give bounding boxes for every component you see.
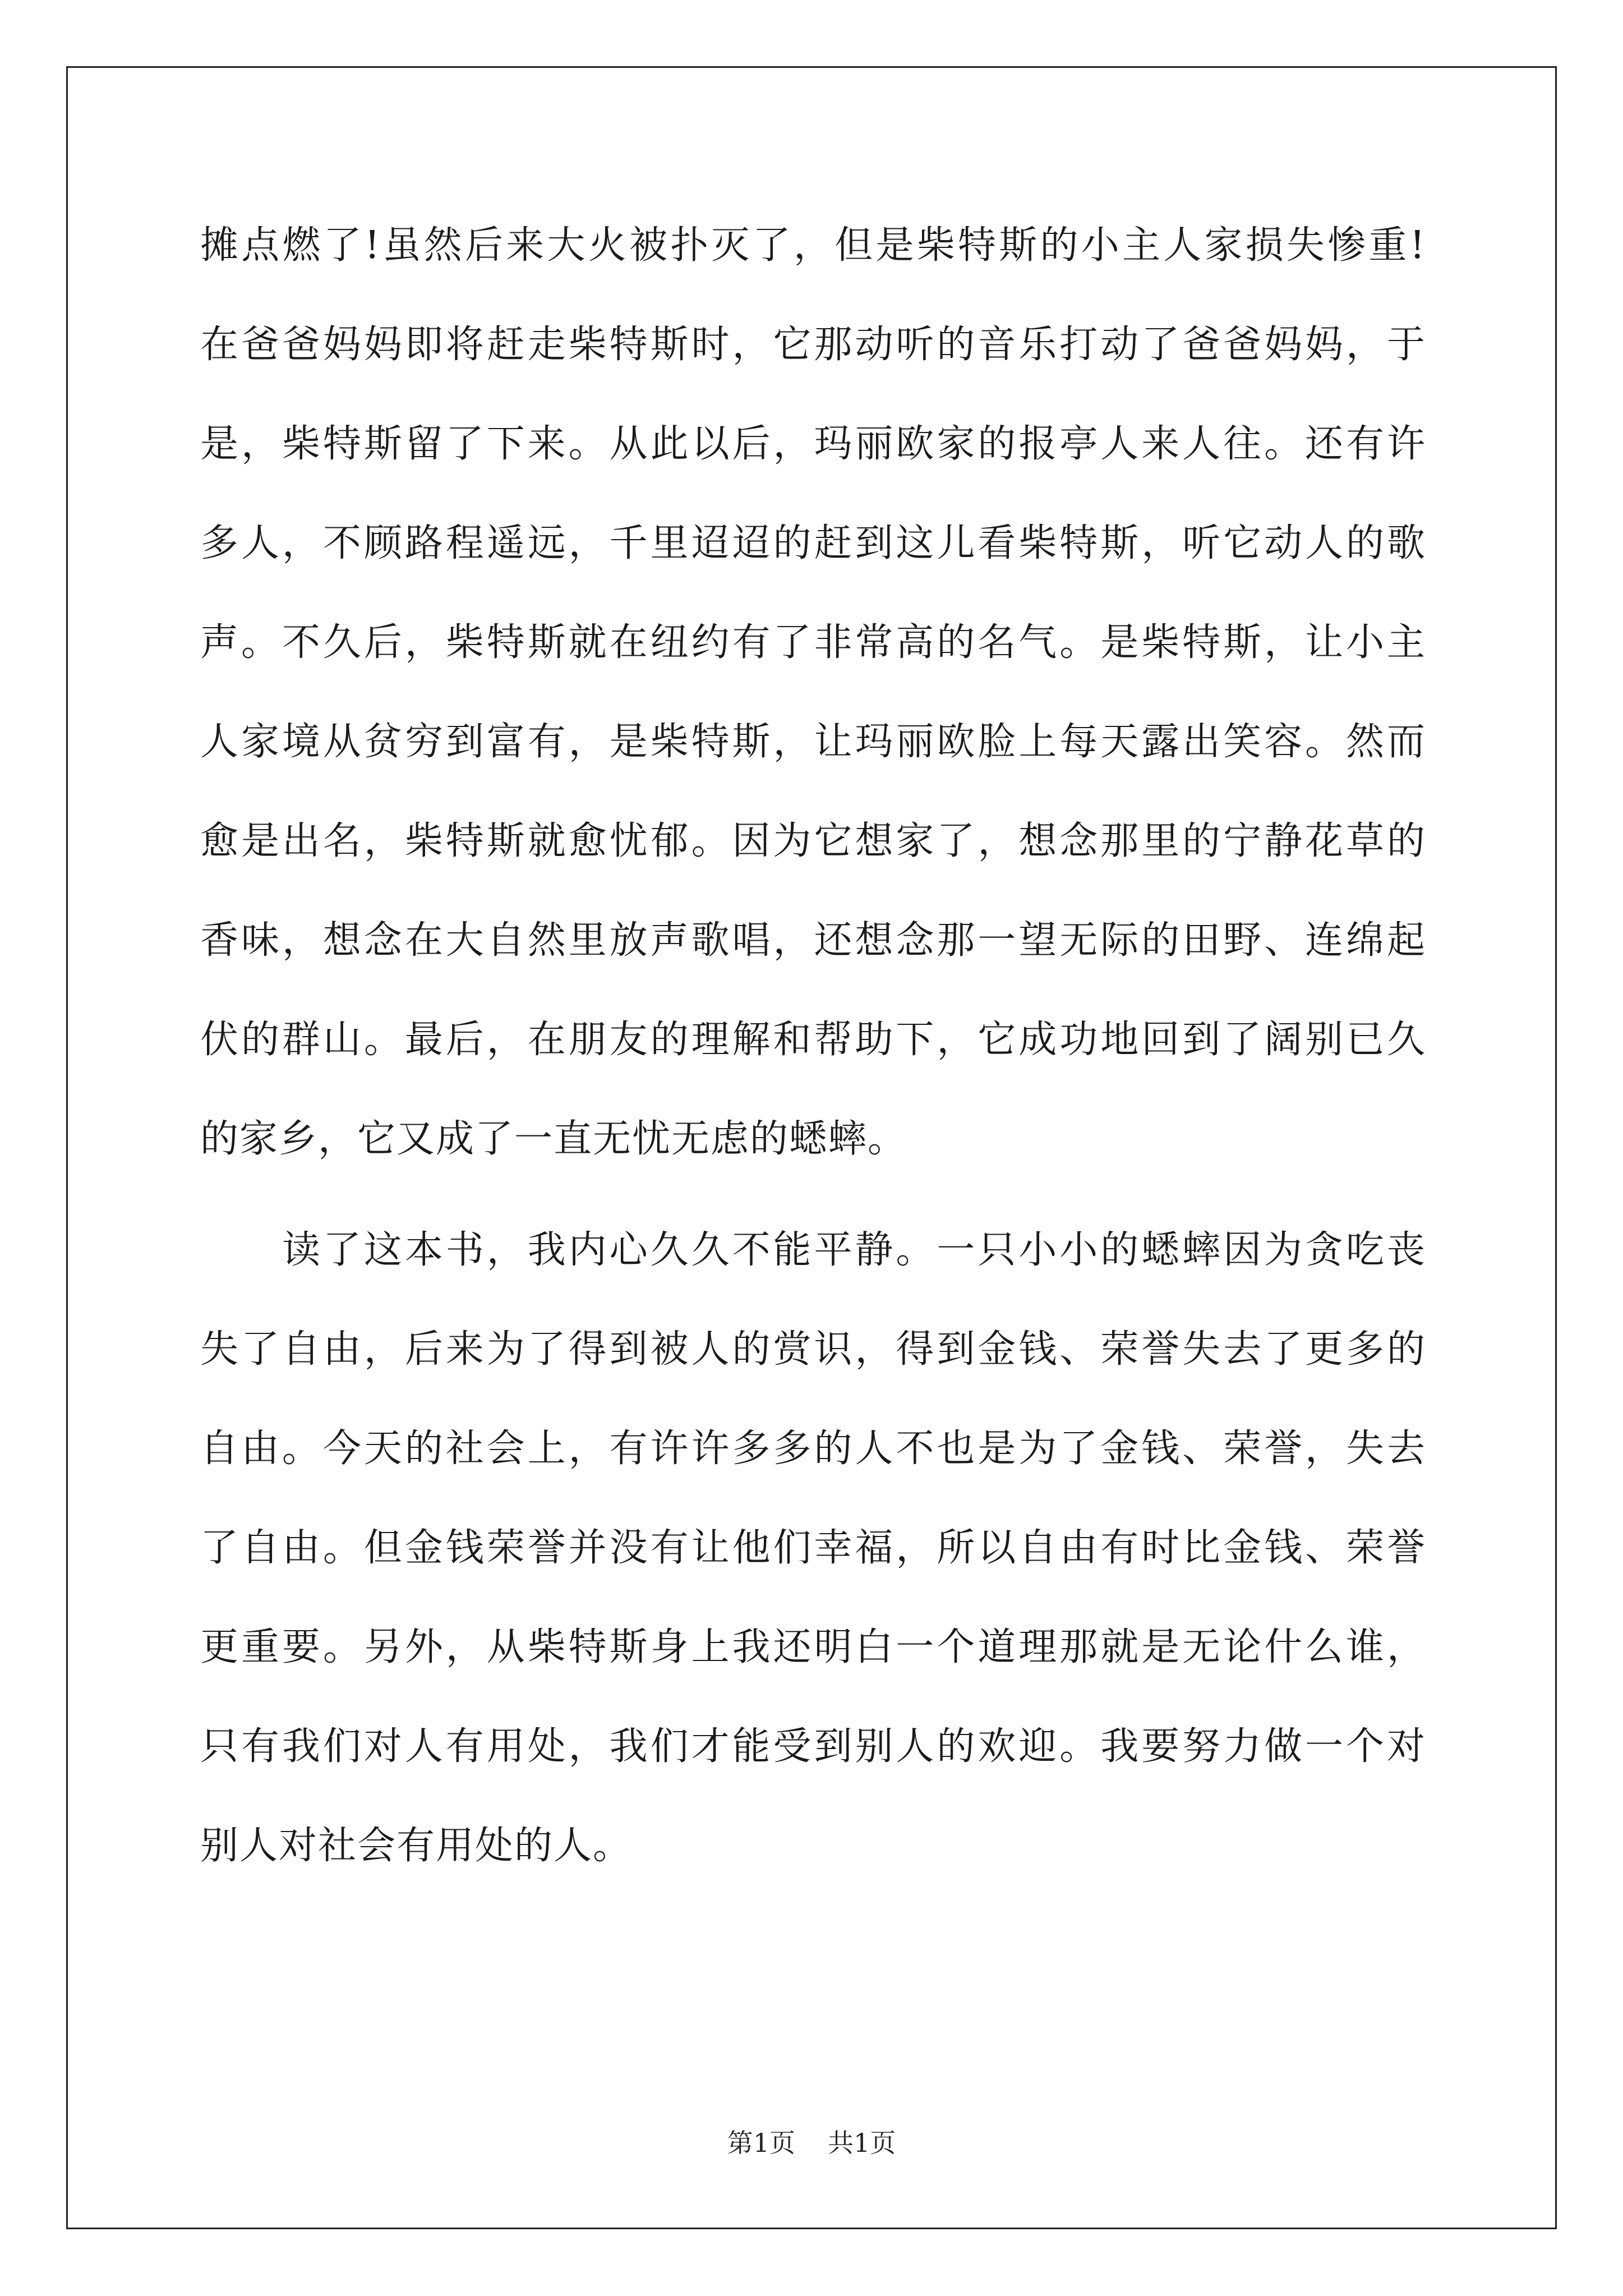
- paragraph-line: 自由。今天的社会上，有许许多多的人不也是为了金钱、荣誉，失去: [200, 1427, 1426, 1471]
- page-footer: [0, 2127, 1623, 2159]
- paragraph-line: 更重要。另外，从柴特斯身上我还明白一个道理那就是无论什么谁，: [200, 1625, 1426, 1669]
- paragraph-line: 声。不久后，柴特斯就在纽约有了非常高的名气。是柴特斯，让小主: [200, 620, 1426, 665]
- paragraph-line: 只有我们对人有用处，我们才能受到别人的欢迎。我要努力做一个对: [200, 1724, 1426, 1769]
- paragraph-line: 读了这本书，我内心久久不能平静。一只小小的蟋蟀因为贪吃丧: [282, 1228, 1426, 1272]
- paragraph-line: 人家境从贫穷到富有，是柴特斯，让玛丽欧脸上每天露出笑容。然而: [200, 720, 1426, 764]
- paragraph-line: 了自由。但金钱荣誉并没有让他们幸福，所以自由有时比金钱、荣誉: [200, 1526, 1426, 1570]
- page-number-current: 第1页: [727, 2128, 795, 2158]
- paragraph-line: 失了自由，后来为了得到被人的赏识，得到金钱、荣誉失去了更多的: [200, 1327, 1426, 1372]
- paragraph-line: 别人对社会有用处的人。: [200, 1824, 633, 1868]
- paragraph-line: 多人，不顾路程遥远，千里迢迢的赶到这儿看柴特斯，听它动人的歌: [200, 521, 1426, 565]
- paragraph-line: 在爸爸妈妈即将赶走柴特斯时，它那动听的音乐打动了爸爸妈妈，于: [200, 323, 1426, 367]
- page-number-total: 共1页: [828, 2128, 896, 2158]
- paragraph-line: 伏的群山。最后，在朋友的理解和帮助下，它成功地回到了阔别已久: [200, 1018, 1426, 1062]
- paragraph-line: 香味，想念在大自然里放声歌唱，还想念那一望无际的田野、连绵起: [200, 918, 1426, 963]
- paragraph-line: 是，柴特斯留了下来。从此以后，玛丽欧家的报亭人来人往。还有许: [200, 422, 1426, 466]
- paragraph-line: 摊点燃了!虽然后来大火被扑灭了，但是柴特斯的小主人家损失惨重!: [200, 223, 1426, 268]
- paragraph-line: 愈是出名，柴特斯就愈忧郁。因为它想家了，想念那里的宁静花草的: [200, 819, 1426, 863]
- paragraph-line: 的家乡，它又成了一直无忧无虑的蟋蟀。: [200, 1117, 907, 1161]
